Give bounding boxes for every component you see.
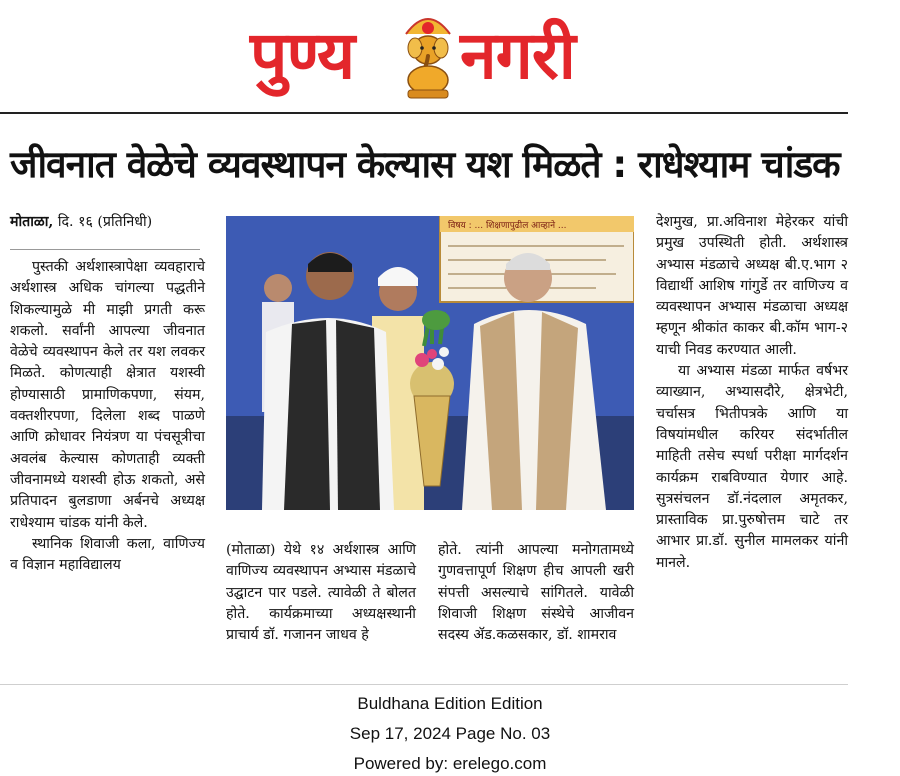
dateline-separator: [10, 249, 200, 250]
article-headline: जीवनात वेळेचे व्यवस्थापन केल्यास यश मिळते : राधेश्याम चांडक: [10, 143, 840, 186]
article-paragraph: देशमुख, प्रा.अविनाश मेहेरकर यांची प्रमुख उपस्थिती होती. अर्थशास्त्र अभ्यास मंडळाचे अध्यक्ष बी.ए.भाग २ विद्यार्थी आशिष गांगुर्डे तर वाणिज्य व व्यवस्थापन अभ्यास मंडळाचा अध्यक्ष म्हणून श्रीकांत काकर बी.कॉम भाग-२ याची निवड करण्यात आली.: [656, 214, 848, 358]
article-paragraph: पुस्तकी अर्थशास्त्रापेक्षा व्यवहाराचे अर्थशास्त्र अधिक चांगल्या पद्धतीने शिकल्यामुळे मी माझी प्रगती करू शकलो. सर्वांनी आपल्या जीवनात वेळेचे व्यवस्थापन केले तर यश लवकर मिळते. कोणत्याही क्षेत्रात यशस्वी होण्यासाठी प्रामाणिकपणा, संयम, वक्तशीरपणा, दिलेला शब्द पाळणे आणि क्रोधावर नियंत्रण या पंचसूत्रीचा अवलंब केल्यास कोणताही व्यक्ती जीवनामध्ये यशस्वी होऊ शकतो, असे प्रतिपादन बुलडाणा अर्बनचे अध्यक्ष राधेश्याम चांडक यांनी केले.: [10, 259, 205, 531]
ganesha-logo-icon: [396, 4, 460, 104]
photo-banner-text: विषय : ... शिक्षणापुढील आव्हाने ...: [448, 221, 567, 231]
article-column-3: [438, 540, 634, 646]
article-column-1: [10, 257, 205, 576]
article-paragraph: स्थानिक शिवाजी कला, वाणिज्य व विज्ञान महाविद्यालय: [10, 535, 205, 574]
dateline: [10, 212, 152, 233]
dateline-place: मोताळा,: [10, 214, 54, 230]
article-column-4: [656, 212, 848, 574]
dateline-date: दि. १६ (प्रतिनिधी): [53, 214, 153, 230]
masthead-divider: [0, 112, 848, 114]
footer-powered-by: Powered by: erelego.com: [353, 754, 547, 773]
article-paragraph: (मोताळा) येथे १४ अर्थशास्त्र आणि वाणिज्य व्यवस्थापन अभ्यास मंडळाचे उद्घाटन पार पडले. त्यावेळी ते बोलत होते. कार्यक्रमाच्या अध्यक्षस्थानी प्राचार्य डॉ. गजानन जाधव हे: [226, 542, 416, 644]
article-paragraph: होते. त्यांनी आपल्या मनोगतामध्ये गुणवत्तापूर्ण शिक्षण हीच आपली खरी संपत्ती असल्याचे सांगितले. यावेळी शिवाजी शिक्षण संस्थेचे आजीवन सदस्य ॲड.कळसकार, डॉ. शामराव: [438, 542, 634, 644]
footer-divider: [0, 684, 848, 685]
masthead-title-right: नगरी: [460, 17, 575, 94]
article-column-2: [226, 540, 416, 646]
masthead: [0, 0, 900, 112]
footer-date-page: Sep 17, 2024 Page No. 03: [349, 724, 551, 743]
event-photo: [226, 216, 634, 510]
article-paragraph: या अभ्यास मंडळा मार्फत वर्षभर व्याख्यान, अभ्यासदौरे, क्षेत्रभेटी, चर्चासत्र भितीपत्रके आणि या विषयांमधील करियर संदर्भातील माहिती तसेच स्पर्धा परीक्षा मार्गदर्शन कार्यक्रम राबविण्यात येणार आहे. सुत्रसंचलन डॉ.नंदलाल अमृतकर, प्रास्ताविक प्रा.पुरुषोत्तम चाटे तर आभार प्रा.डॉ. सुनील मामलकर यांनी मानले.: [656, 363, 848, 571]
masthead-title-left: पुण्य: [250, 17, 355, 94]
footer-edition: Buldhana Edition Edition: [357, 694, 543, 713]
